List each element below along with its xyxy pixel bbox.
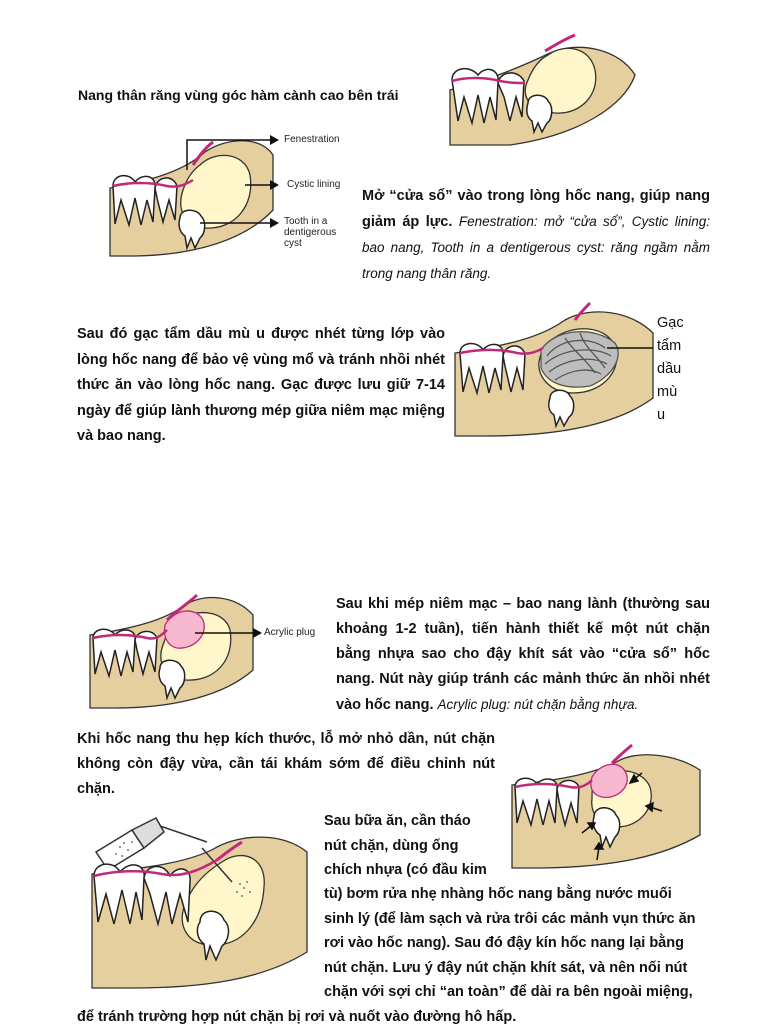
paragraph-irrigation-bottom: tù) bơm rửa nhẹ nhàng hốc nang bằng nước muối sinh lý (để làm sạch và rửa trôi các mảnh vụn thức ăn rơi vào hốc nang). Sau đó đậy kín hốc nang lại bằng nút chặn. Lưu ý đậy nút chặn khít sát, và nên nối nút chặn với sợi chỉ “an toàn” để dài ra bên ngoài miệng, — [324, 886, 696, 1000]
paragraph-fenestration: Mở “cửa sổ” vào trong lòng hốc nang, giúp nang giảm áp lực. Fenestration: mở “cửa sổ”, Cystic lining: bao nang, Tooth in a dentigerous cyst: răng ngầm nằm trong nang thân răng. — [362, 188, 710, 281]
paragraph-recheck: Khi hốc nang thu hẹp kích thước, lỗ mở nhỏ dần, nút chặn không còn đậy vừa, cần tái khám sớm để điều chỉnh nút chặn. — [77, 731, 495, 797]
paragraph-irrigation-top: Sau bữa ăn, cần tháo nút chặn, dùng ống chích nhựa (có đầu kim — [324, 813, 487, 878]
figure-shrinking-cyst — [512, 745, 700, 870]
paragraph-irrigation-last: để tránh trường hợp nút chặn bị rơi và nuốt vào đường hô hấp. — [77, 1009, 517, 1025]
figure-fenestration-arrows — [270, 130, 284, 230]
label-cystic-lining: Cystic lining — [287, 179, 341, 190]
paragraph-gauze: Sau đó gạc tẩm dầu mù u được nhét từng lớp vào lòng hốc nang để bảo vệ vùng mổ và tránh nhồi nhét thức ăn vào lòng hốc nang. Gạc được lưu giữ 7-14 ngày để giúp lành thương mép giữa niêm mạc miệng và bao nang. — [77, 326, 445, 444]
label-acrylic-plug: Acrylic plug — [264, 627, 316, 638]
paragraph-acrylic-plug: Sau khi mép niêm mạc – bao nang lành (thường sau khoảng 1-2 tuần), tiến hành thiết kế một nút chặn bằng nhựa sao cho đậy khít sát vào “cửa sổ” hốc nang. Nút này giúp tránh các mảnh thức ăn nhồi nhét vào hốc nang. Acrylic plug: nút chặn bằng nhựa. — [336, 596, 710, 713]
label-tooth-dentigerous: Tooth in a dentigerous cyst — [284, 216, 337, 249]
figure-syringe-irrigation — [92, 812, 307, 990]
label-gauze: Gạc tẩm dầu mù u — [657, 315, 684, 423]
figure-cyst-jaw — [430, 35, 645, 150]
figure-gauze — [455, 298, 653, 438]
figure-acrylic-plug — [85, 590, 255, 710]
figure-fenestration — [105, 130, 275, 258]
label-fenestration: Fenestration — [284, 134, 340, 145]
page-title: Nang thân răng vùng góc hàm cành cao bên trái — [78, 87, 399, 103]
